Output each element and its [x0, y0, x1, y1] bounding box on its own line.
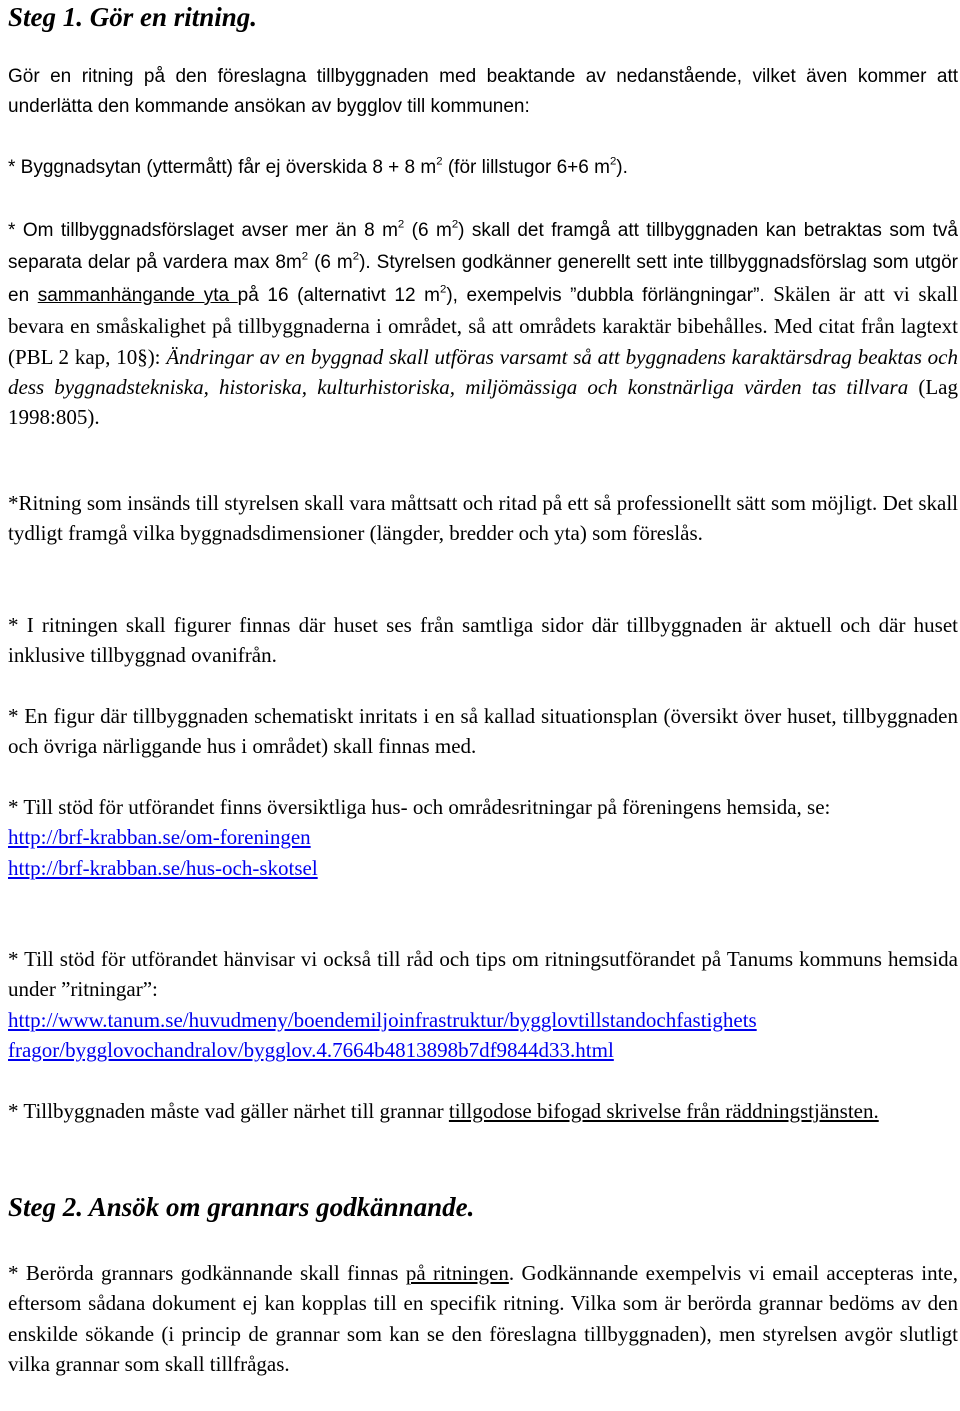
superscript: 2	[301, 250, 309, 263]
bullet-tanum	[8, 944, 958, 1066]
bullet-neighbors-text-a: * Berörda grannars godkännande skall finnas	[8, 1261, 406, 1285]
superscript: 2	[397, 218, 405, 231]
text-run: ) skall det framgå att tillbyggnaden kan betraktas som två separata delar på vardera max 8m	[8, 220, 958, 274]
bullet-area-text-a: * Byggnadsytan (yttermått) får ej överskida 8 + 8 m	[8, 157, 437, 178]
bullet-site-plan-text: * En figur där tillbyggnaden schematiskt inritats i en så kallad situationsplan (översikt över huset, tillbyggnaden och övriga närliggande hus i området) skall finnas med.	[8, 704, 958, 759]
text-run: ), exempelvis ”dubbla förlängningar”.	[446, 284, 765, 306]
bullet-neighbors-underlined: på ritningen	[405, 1261, 509, 1285]
bullet-fire-safety	[8, 1096, 958, 1126]
law-quote: Ändringar av en byggnad skall utföras varsamt så att byggnadens karaktärsdrag beaktas och dess byggnadstekniska, historiska, kulturhistoriska, miljömässiga och konstnärliga värden tas tillvara	[8, 344, 958, 400]
intro-text: Gör en ritning på den föreslagna tillbyggnaden med beaktande av nedanstående, vilket även kommer att underlätta den kommande ansökan av bygglov till kommunen:	[8, 66, 958, 118]
superscript: 2	[352, 250, 360, 263]
text-run: (6 m	[308, 252, 353, 274]
bullet-measurements-text: *Ritning som insänds till styrelsen skall vara måttsatt och ritad på ett så professionellt sätt som möjligt. Det skall tydligt framgå vilka byggnadsdimensioner (längder, bredder och yta) som föreslås.	[8, 491, 958, 546]
intro-paragraph	[8, 62, 958, 123]
bullet-area-text-b: (för lillstugor 6+6 m	[442, 157, 610, 178]
law-citation: (Lag 1998:805).	[8, 375, 958, 430]
underlined-text: sammanhängande yta	[37, 284, 238, 306]
bullet-split-paragraph	[8, 214, 958, 433]
link-tanum-line2: fragor/bygglovochandralov/bygglov.4.7664b4813898b7df9844d33.html	[8, 1038, 614, 1063]
step2-heading: Steg 2. Ansök om grannars godkännande.	[8, 1192, 475, 1222]
bullet-measurements	[8, 488, 958, 549]
bullet-fire-underlined: tillgodose bifogad skrivelse från räddningstjänsten.	[448, 1099, 879, 1123]
link-tanum[interactable]	[8, 1005, 958, 1066]
link-om-foreningen[interactable]: http://brf-krabban.se/om-foreningen	[8, 825, 311, 850]
text-run-serif: Skälen är att vi skall bevara en småskalighet på tillbyggnaderna i området, så att områdets karaktär bibehålles. Med citat från lagtext (PBL 2 kap, 10§):	[8, 281, 958, 369]
link-hus-och-skotsel[interactable]: http://brf-krabban.se/hus-och-skotsel	[8, 855, 318, 880]
bullet-neighbors-text-b: . Godkännande exempelvis vi email accepteras inte, eftersom sådana dokument ej kan kopplas till en specifik ritning. Vilka som är berörda grannar bedöms av den enskilde sökande (i princip de grannar som kan se den föreslagna tillbyggnaden), men styrelsen avgör slutligt vilka grannar som skall tillfrågas.	[8, 1261, 958, 1377]
bullet-fire-text: * Tillbyggnaden måste vad gäller närhet till grannar	[8, 1099, 449, 1123]
superscript: 2	[436, 155, 443, 168]
bullet-neighbors	[8, 1258, 958, 1380]
superscript: 2	[451, 218, 459, 231]
superscript: 2	[609, 155, 617, 168]
bullet-support	[8, 792, 958, 883]
text-run: * Om tillbyggnadsförslaget avser mer än 8 m	[8, 220, 398, 241]
bullet-sides-text: * I ritningen skall figurer finnas där huset ses från samtliga sidor där tillbyggnaden är aktuell och där huset inklusive tillbyggnad ovanifrån.	[8, 613, 958, 668]
bullet-area-text-c: ).	[616, 157, 628, 178]
bullet-sides	[8, 610, 958, 671]
superscript: 2	[440, 283, 447, 296]
text-run: på 16 (alternativt 12 m	[237, 284, 440, 306]
step1-heading: Steg 1. Gör en ritning.	[8, 2, 258, 32]
bullet-tanum-text: * Till stöd för utförandet hänvisar vi också till råd och tips om ritningsutförandet på Tanums kommuns hemsida under ”ritningar”:	[8, 947, 958, 1002]
bullet-support-text: * Till stöd för utförandet finns översiktliga hus- och områdesritningar på föreningens hemsida, se:	[8, 795, 831, 819]
text-run: ). Styrelsen godkänner generellt sett inte tillbyggnadsförslag som utgör en	[8, 252, 958, 306]
text-run: (6 m	[404, 220, 452, 241]
bullet-site-plan	[8, 701, 958, 762]
bullet-area-limit	[8, 153, 958, 183]
link-tanum-line1: http://www.tanum.se/huvudmeny/boendemiljoinfrastruktur/bygglovtillstandochfastighets	[8, 1007, 757, 1032]
